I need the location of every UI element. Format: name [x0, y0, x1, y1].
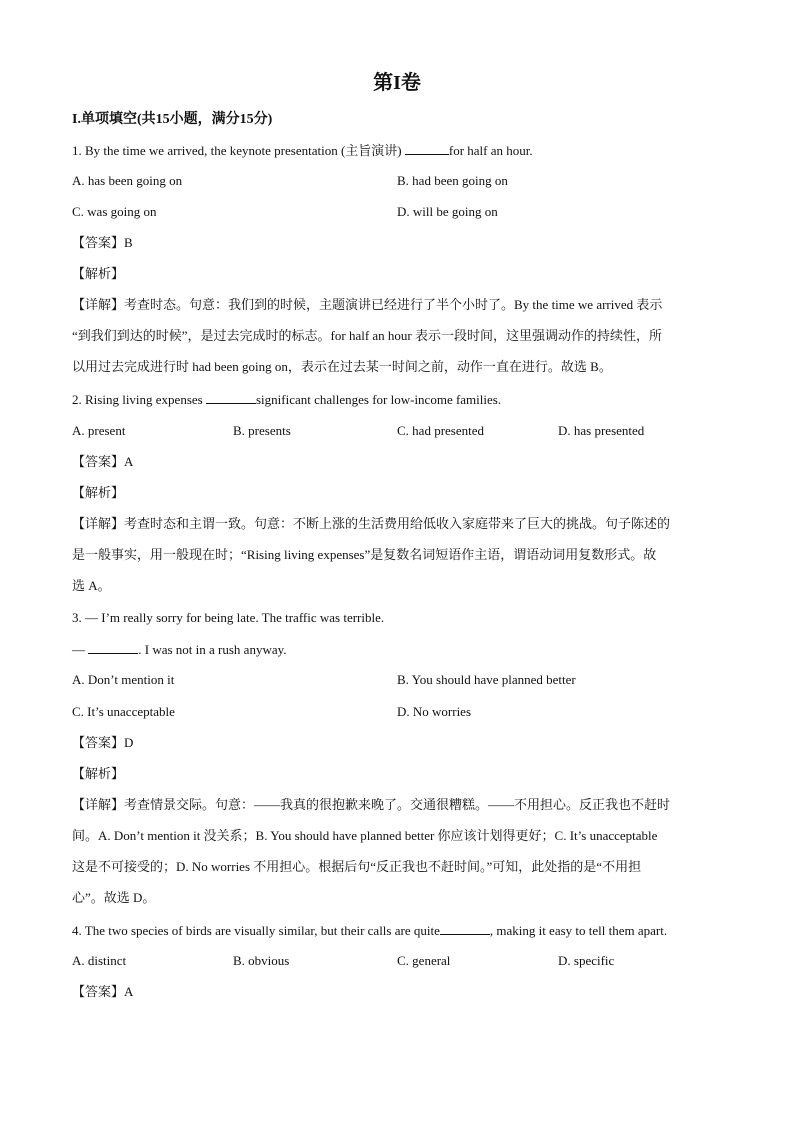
question-4-stem: 4. The two species of birds are visually similar, but their calls are quite , making it easy to tell them apart.: [72, 920, 667, 941]
question-2-option-d: D. has presented: [558, 423, 645, 438]
question-1-detail-line-3: 以用过去完成进行时 had been going on，表示在过去某一时间之前，动作一直在进行。故选 B。: [72, 359, 612, 374]
question-3-answer: 【答案】D: [72, 735, 134, 750]
question-1-stem: 1. By the time we arrived, the keynote presentation (主旨演讲) for half an hour.: [72, 140, 533, 161]
answer-blank: [440, 920, 490, 935]
question-2-answer: 【答案】A: [72, 454, 134, 469]
question-3-option-c: C. It’s unacceptable: [72, 704, 175, 719]
question-1-option-b: B. had been going on: [397, 173, 508, 188]
question-3-stem-line-1: 3. — I’m really sorry for being late. The traffic was terrible.: [72, 610, 385, 625]
question-4-option-c: C. general: [397, 953, 451, 968]
answer-blank: [206, 389, 256, 404]
page-title: 第I卷: [373, 72, 421, 94]
question-4-option-a: A. distinct: [72, 953, 127, 968]
question-1-answer: 【答案】B: [72, 235, 133, 250]
answer-blank: [88, 639, 138, 654]
question-3-stem-line-2: — . I was not in a rush anyway.: [72, 639, 287, 660]
section-heading: I.单项填空(共15小题，满分15分): [72, 112, 273, 127]
question-3-detail-line-4: 心”。故选 D。: [72, 890, 156, 905]
question-3-detail-line-2: 间。A. Don’t mention it 没关系；B. You should have planned better 你应该计划得更好；C. It’s unacceptable: [72, 828, 658, 843]
question-3-option-b: B. You should have planned better: [397, 672, 576, 687]
question-3-analysis-label: 【解析】: [72, 766, 125, 781]
question-2-analysis-label: 【解析】: [72, 485, 125, 500]
question-2-option-b: B. presents: [233, 423, 291, 438]
question-3-detail-line-1: 【详解】考查情景交际。句意：——我真的很抱歉来晚了。交通很糟糕。——不用担心。反正我也不赶时: [72, 797, 671, 812]
question-1-analysis-label: 【解析】: [72, 266, 125, 281]
question-1-detail-line-1: 【详解】考查时态。句意：我们到的时候，主题演讲已经进行了半个小时了。By the time we arrived 表示: [72, 297, 663, 312]
answer-blank: [405, 140, 449, 155]
question-1-option-d: D. will be going on: [397, 204, 498, 219]
question-2-option-c: C. had presented: [397, 423, 485, 438]
question-2-detail-line-1: 【详解】考查时态和主谓一致。句意：不断上涨的生活费用给低收入家庭带来了巨大的挑战。句子陈述的: [72, 516, 671, 531]
question-4-option-b: B. obvious: [233, 953, 290, 968]
question-1-option-a: A. has been going on: [72, 173, 183, 188]
question-1-option-c: C. was going on: [72, 204, 157, 219]
question-2-stem: 2. Rising living expenses significant challenges for low-income families.: [72, 389, 501, 410]
question-4-answer: 【答案】A: [72, 984, 134, 999]
question-2-detail-line-3: 选 A。: [72, 578, 111, 593]
question-3-detail-line-3: 这是不可接受的；D. No worries 不用担心。根据后句“反正我也不赶时间。”可知，此处指的是“不用担: [72, 859, 642, 874]
question-2-option-a: A. present: [72, 423, 126, 438]
question-1-detail-line-2: “到我们到达的时候”，是过去完成时的标志。for half an hour 表示一段时间，这里强调动作的持续性，所: [72, 328, 663, 343]
question-4-option-d: D. specific: [558, 953, 615, 968]
question-3-option-a: A. Don’t mention it: [72, 672, 175, 687]
question-2-detail-line-2: 是一般事实，用一般现在时；“Rising living expenses”是复数名词短语作主语，谓语动词用复数形式。故: [72, 547, 657, 562]
question-3-option-d: D. No worries: [397, 704, 472, 719]
